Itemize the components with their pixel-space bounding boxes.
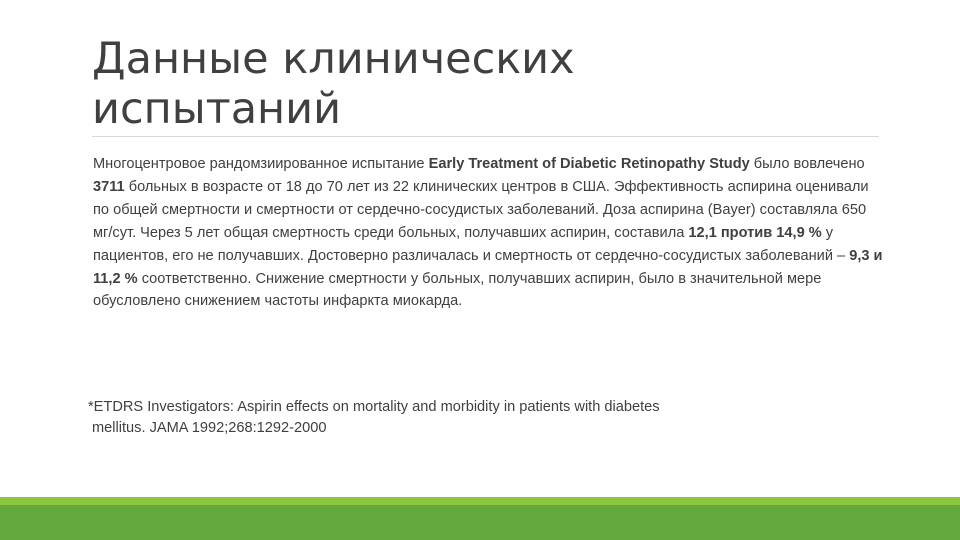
total-mortality-values: 12,1 против 14,9 % bbox=[688, 224, 822, 241]
footnote-citation bbox=[88, 397, 848, 439]
body-text-segment: Многоцентровое рандомзиированное испытание bbox=[93, 156, 429, 172]
bottom-accent-bar bbox=[0, 497, 960, 505]
patient-count: 3711 bbox=[93, 178, 125, 195]
body-text-segment: соответственно. Снижение смертности у больных, получавших аспирин, было в значительной мере обусловлено снижением частоты инфаркта миокарда. bbox=[93, 270, 822, 310]
slide-title-line-1: Данные клинических bbox=[92, 34, 575, 84]
footnote-line-2: mellitus. JAMA 1992;268:1292-2000 bbox=[92, 420, 327, 436]
body-text-segment: больных в возрасте от 18 до 70 лет из 22 клинических центров в США. Эффективность аспирина оценивали по общей смертности и смертности от сердечно-сосудистых заболеваний. Доза аспирина (Bayer) составляла 650 мг/сут. Через 5 лет общая смертность среди больных, получавших аспирин, составила bbox=[93, 178, 869, 241]
footnote-line-1: *ETDRS Investigators: Aspirin effects on mortality and morbidity in patients with diabetes bbox=[88, 399, 660, 415]
body-paragraph bbox=[93, 153, 883, 313]
body-text-segment: было вовлечено bbox=[749, 156, 865, 172]
slide-title-line-2: испытаний bbox=[92, 84, 342, 134]
bottom-footer-bar bbox=[0, 505, 960, 540]
cardiovascular-mortality-values: 9,3 и 11,2 % bbox=[93, 247, 883, 287]
body-text-segment: у пациентов, его не получавших. Достоверно различалась и смертность от сердечно-сосудистых заболеваний – bbox=[93, 224, 850, 264]
title-divider bbox=[92, 136, 879, 137]
slide-title bbox=[92, 34, 872, 134]
study-name: Early Treatment of Diabetic Retinopathy Study bbox=[428, 156, 750, 172]
